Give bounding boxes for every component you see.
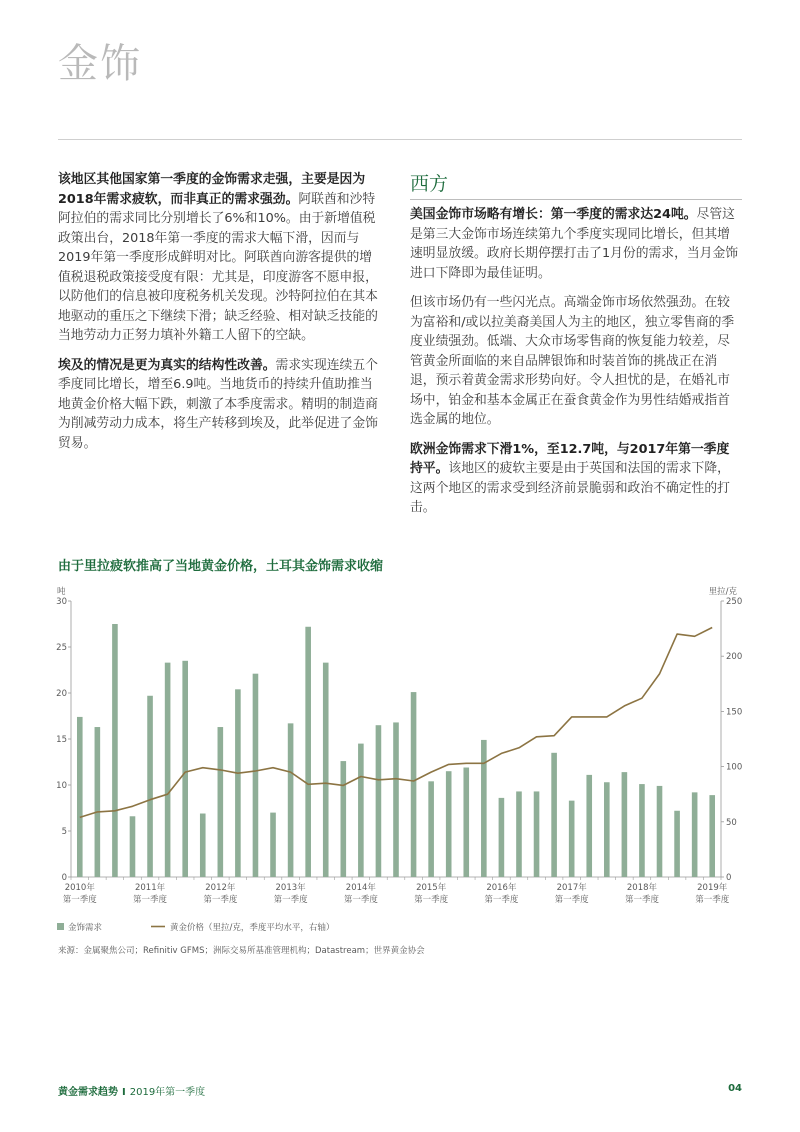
demand-bar bbox=[569, 801, 575, 877]
right-tick-label: 100 bbox=[726, 762, 743, 773]
left-paragraph-1-lead: 该地区其他国家第一季度的金饰需求走强，主要是因为2018年需求疲软，而非真正的需求强劲。 bbox=[58, 172, 366, 207]
demand-bar bbox=[499, 798, 505, 877]
demand-bar bbox=[323, 663, 329, 877]
demand-bar bbox=[77, 717, 83, 877]
x-tick-label-year: 2014年 bbox=[345, 883, 376, 893]
demand-bar bbox=[235, 689, 241, 877]
right-paragraph-1 bbox=[410, 205, 742, 283]
demand-bar bbox=[639, 784, 645, 877]
demand-bar bbox=[674, 811, 680, 877]
left-tick-label: 20 bbox=[56, 689, 67, 699]
x-tick-label-year: 2011年 bbox=[134, 883, 166, 893]
right-paragraph-3-body: 该地区的疲软主要是由于英国和法国的需求下降，这两个地区的需求受到经济前景脆弱和政治不确定性的打击。 bbox=[410, 461, 730, 515]
left-tick-label: 30 bbox=[56, 597, 67, 607]
demand-bar bbox=[218, 727, 224, 877]
x-tick-label-year: 2018年 bbox=[626, 883, 658, 893]
right-axis-unit-label: 里拉/克 bbox=[708, 587, 737, 597]
right-paragraph-2 bbox=[410, 293, 742, 430]
demand-bar bbox=[270, 813, 276, 877]
left-column bbox=[58, 170, 384, 463]
left-paragraph-2-lead: 埃及的情况是更为真实的结构性改善。 bbox=[58, 357, 276, 373]
left-tick-label: 0 bbox=[61, 873, 67, 883]
demand-bar bbox=[130, 816, 136, 877]
right-paragraph-3-lead: 欧洲金饰需求下滑1%，至12.7吨，与2017年第一季度持平。 bbox=[410, 441, 730, 476]
demand-bar bbox=[446, 771, 452, 877]
demand-bar bbox=[481, 740, 487, 877]
x-tick-label-year: 2012年 bbox=[205, 883, 236, 893]
right-tick-label: 250 bbox=[726, 597, 743, 607]
demand-bar bbox=[200, 814, 206, 877]
right-paragraph-3 bbox=[410, 440, 742, 518]
right-paragraph-2-body: 但该市场仍有一些闪光点。高端金饰市场依然强劲。在较为富裕和/或以拉美裔美国人为主的地区，独立零售商的季度业绩强劲。低端、大众市场零售商的恢复能力较差，尽管黄金所面临的来自品牌银饰和时装首饰的挑战正在消退，预示着黄金需求形势向好。令人担忧的是，在婚礼市场中，铂金和基本金属正在蚕食黄金作为男性结婚戒指首选金属的地位。 bbox=[410, 295, 735, 427]
left-tick-label: 25 bbox=[56, 643, 67, 653]
footer-title: 黄金需求趋势 bbox=[58, 1087, 118, 1098]
demand-bar bbox=[692, 792, 698, 877]
demand-bar bbox=[340, 761, 346, 877]
right-paragraph-1-body: 尽管这是第三大金饰市场连续第九个季度实现同比增长，但其增速明显放缓。政府长期停摆打击了1月份的需求，当月金饰进口下降即为最佳证明。 bbox=[410, 207, 739, 281]
legend-line-label: 黄金价格（里拉/克，季度平均水平，右轴） bbox=[170, 923, 335, 933]
demand-bar bbox=[393, 722, 399, 877]
x-tick-label-year: 2015年 bbox=[416, 883, 447, 893]
left-axis-unit-label: 吨 bbox=[57, 587, 66, 597]
left-tick-label: 5 bbox=[61, 827, 67, 837]
demand-bar bbox=[463, 768, 469, 877]
region-heading-west: 西方 bbox=[410, 173, 449, 195]
footer-separator: I bbox=[122, 1087, 126, 1098]
legend-bar-swatch bbox=[57, 923, 64, 930]
demand-bar bbox=[305, 627, 311, 877]
demand-bar bbox=[182, 661, 188, 877]
demand-bar bbox=[657, 786, 663, 877]
demand-bar bbox=[165, 663, 171, 877]
right-tick-label: 50 bbox=[726, 817, 737, 828]
left-paragraph-2 bbox=[58, 356, 384, 454]
left-tick-label: 10 bbox=[56, 781, 67, 791]
demand-bar bbox=[147, 696, 153, 877]
demand-bar bbox=[288, 723, 294, 877]
x-tick-label-quarter: 第一季度 bbox=[414, 895, 449, 905]
x-tick-label-quarter: 第一季度 bbox=[203, 895, 238, 905]
left-paragraph-1 bbox=[58, 170, 384, 346]
left-paragraph-1-body: 阿联酋和沙特阿拉伯的需求同比分别增长了6%和10%。由于新增值税政策出台，2018年第一季度的需求大幅下滑，因而与2019年第一季度形成鲜明对比。阿联酋向游客提供的增值税退税政策接受度有限：尤其是，印度游客不愿申报，以防他们的信息被印度税务机关发现。沙特阿拉伯在其本地驱动的重压之下继续下滑；缺乏经验、相对缺乏技能的当地劳动力正努力填补外籍工人留下的空缺。 bbox=[58, 191, 378, 343]
demand-bars bbox=[77, 624, 715, 877]
x-tick-label-year: 2010年 bbox=[64, 883, 95, 893]
right-tick-label: 200 bbox=[726, 652, 743, 663]
demand-bar bbox=[376, 725, 382, 877]
chart-title: 由于里拉疲软推高了当地黄金价格，土耳其金饰需求收缩 bbox=[58, 559, 384, 574]
left-tick-label: 15 bbox=[56, 735, 67, 745]
demand-bar bbox=[604, 782, 610, 877]
demand-bar bbox=[358, 744, 364, 877]
demand-bar bbox=[551, 753, 557, 877]
x-tick-label-quarter: 第一季度 bbox=[624, 895, 659, 905]
section-title: 金饰 bbox=[58, 41, 142, 87]
x-tick-label-quarter: 第一季度 bbox=[62, 895, 97, 905]
x-tick-label-quarter: 第一季度 bbox=[133, 895, 168, 905]
left-paragraph-2-body: 需求实现连续五个季度同比增长，增至6.9吨。当地货币的持续升值助推当地黄金价格大幅下跌，刺激了本季度需求。精明的制造商为削减劳动力成本，将生产转移到埃及，此举促进了金饰贸易。 bbox=[58, 357, 378, 451]
page-number: 04 bbox=[728, 1083, 742, 1094]
region-heading-divider bbox=[410, 199, 742, 200]
legend-bar-label: 金饰需求 bbox=[68, 923, 103, 933]
demand-bar bbox=[411, 692, 417, 877]
right-column bbox=[410, 205, 742, 528]
demand-bar bbox=[516, 791, 522, 877]
x-tick-label-quarter: 第一季度 bbox=[695, 895, 730, 905]
x-tick-label-year: 2013年 bbox=[275, 883, 306, 893]
demand-bar bbox=[95, 727, 101, 877]
footer bbox=[58, 1083, 205, 1098]
x-tick-label-year: 2019年 bbox=[697, 883, 728, 893]
demand-bar bbox=[534, 791, 540, 877]
x-tick-label-quarter: 第一季度 bbox=[273, 895, 308, 905]
x-tick-label-quarter: 第一季度 bbox=[343, 895, 378, 905]
chart-source-note: 来源：金属聚焦公司；Refinitiv GFMS；洲际交易所基准管理机构；Datastream；世界黄金协会 bbox=[58, 946, 425, 956]
right-tick-label: 150 bbox=[726, 707, 743, 718]
turkey-jewellery-chart bbox=[40, 578, 760, 938]
x-tick-label-year: 2016年 bbox=[486, 883, 517, 893]
demand-bar bbox=[586, 775, 592, 877]
x-tick-label-year: 2017年 bbox=[556, 883, 587, 893]
right-tick-label: 0 bbox=[726, 873, 732, 883]
demand-bar bbox=[709, 795, 715, 877]
top-divider bbox=[58, 139, 742, 140]
demand-bar bbox=[428, 781, 434, 877]
footer-subtitle: 2019年第一季度 bbox=[129, 1087, 206, 1098]
right-paragraph-1-lead: 美国金饰市场略有增长：第一季度的需求达24吨。 bbox=[410, 207, 697, 222]
demand-bar bbox=[112, 624, 118, 877]
x-tick-label-quarter: 第一季度 bbox=[484, 895, 519, 905]
chart-legend bbox=[57, 922, 334, 933]
demand-bar bbox=[622, 772, 628, 877]
x-tick-label-quarter: 第一季度 bbox=[554, 895, 589, 905]
demand-bar bbox=[253, 674, 259, 877]
